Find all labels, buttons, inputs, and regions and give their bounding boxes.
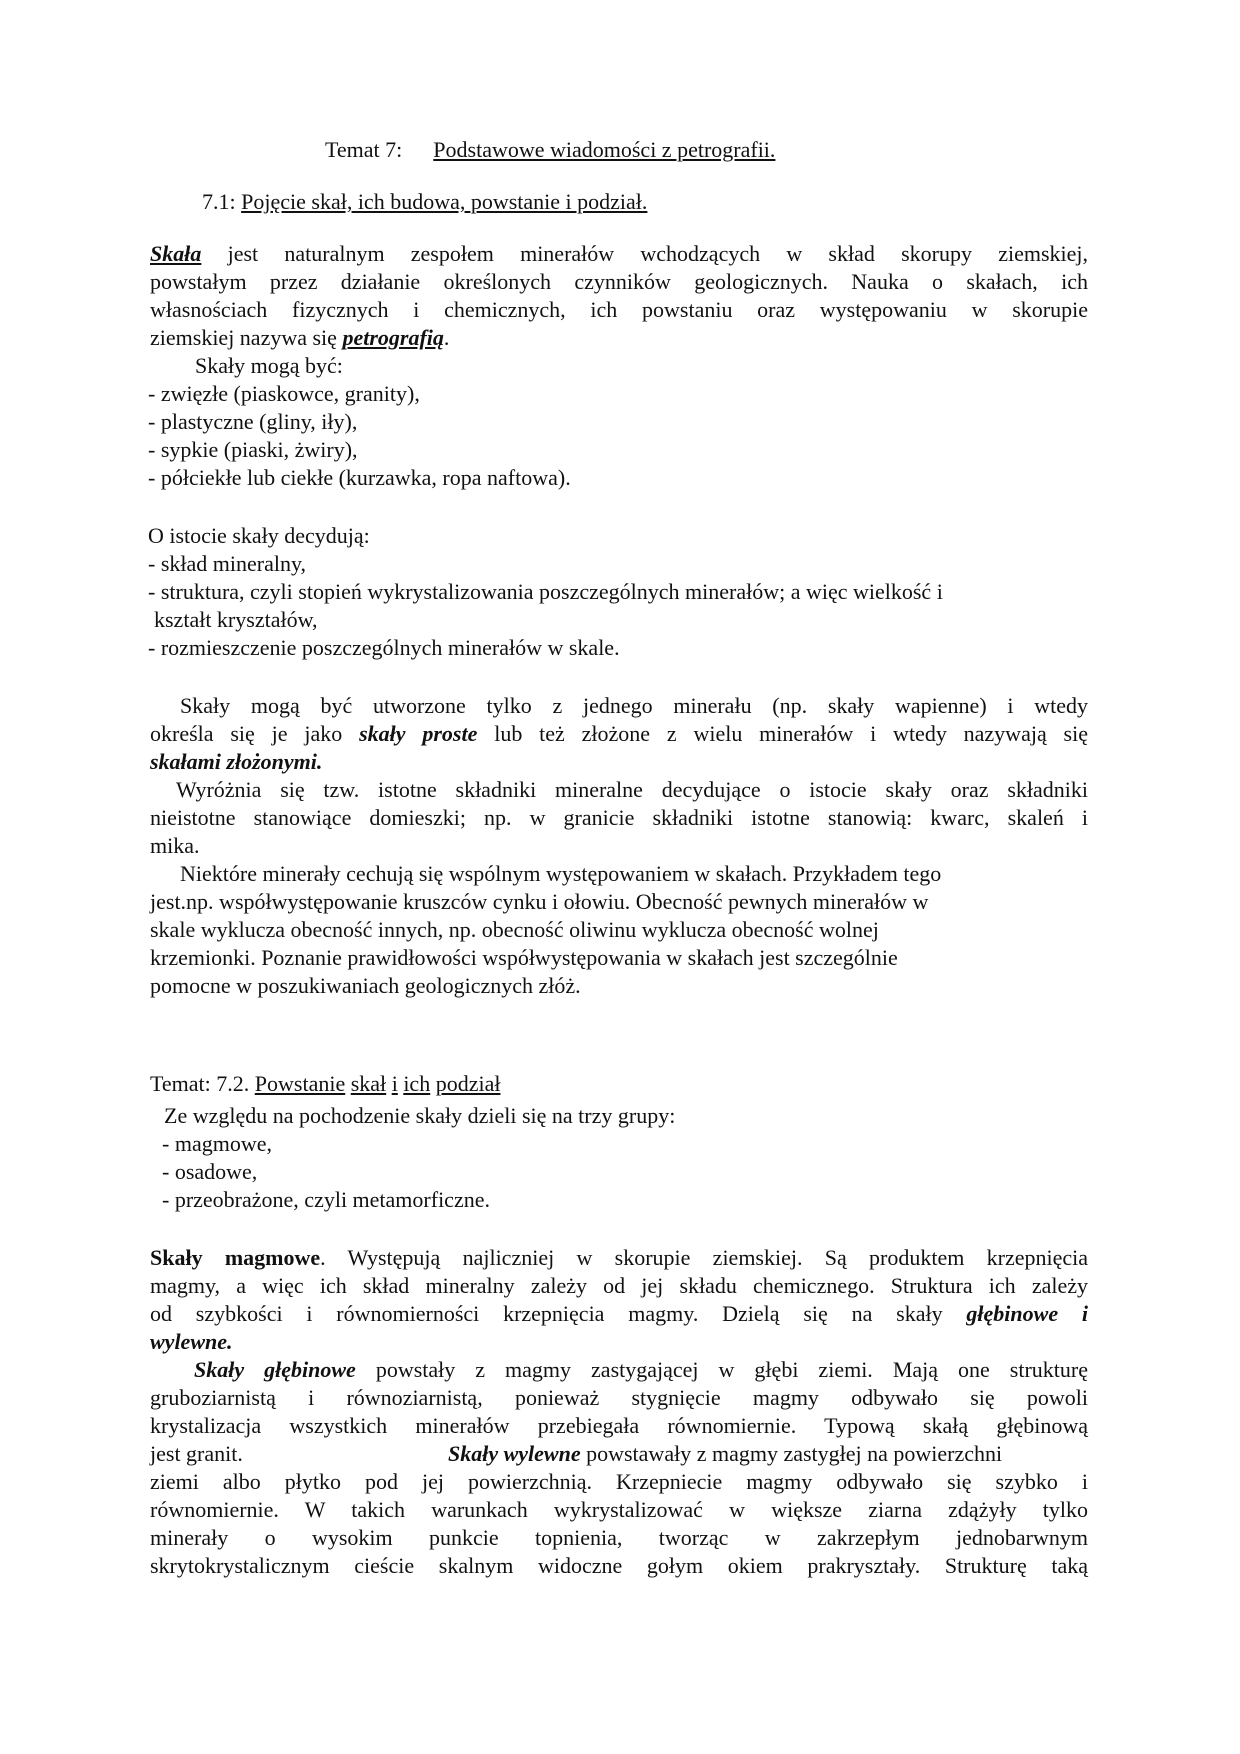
term-skaly-zlozone: skałami złożonymi. (150, 749, 323, 774)
essence-item-3: - rozmieszczenie poszczególnych minerałów w skale. (148, 635, 620, 660)
deep-text-4a: jest granit. (150, 1441, 243, 1466)
composition-text-2a: określa się je jako (150, 721, 343, 746)
components-line-1: Wyróżnia się tzw. istotne składniki mineralne decydujące o istocie skały oraz składniki (176, 777, 1088, 802)
essence-lead: O istocie skały decydują: (148, 523, 370, 548)
intro-period: . (443, 325, 450, 350)
origin-item-3: - przeobrażone, czyli metamorficzne. (162, 1187, 490, 1212)
cooccurrence-line-4: krzemionki. Poznanie prawidłowości współwystępowania w skałach jest szczególnie (150, 945, 898, 970)
intro-line-4 (150, 324, 449, 352)
subtopic-title: Pojęcie skał, ich budowa, powstanie i podział. (241, 189, 648, 214)
deep-line-3: krystalizacja wszystkich minerałów przebiegała równomiernie. Typową skałą głębinową (150, 1413, 1088, 1438)
intro-text-4: ziemskiej nazywa się (150, 325, 337, 350)
term-skaly-wylewne: Skały wylewne (448, 1441, 581, 1466)
essence-item-1: - skład mineralny, (148, 551, 307, 576)
magmatic-text-3: od szybkości i równomierności krzepnięcia magmy. Dzielą się na skały (150, 1301, 943, 1326)
states-item-1: - zwięzłe (piaskowce, granity), (148, 381, 420, 406)
subtopic-heading (202, 188, 647, 216)
term-skaly-glebinowe: Skały głębinowe (194, 1357, 356, 1382)
cooccurrence-line-1: Niektóre minerały cechują się wspólnym występowaniem w skałach. Przykładem tego (180, 861, 942, 886)
intro-text-1: jest naturalnym zespołem minerałów wchodzących w skład skorupy ziemskiej, (227, 241, 1089, 266)
subtopic-number: 7.1: (202, 189, 236, 214)
topic2-word-5: podział (435, 1071, 501, 1096)
term-skaly-proste: skały proste (359, 721, 478, 746)
origin-item-2: - osadowe, (162, 1159, 258, 1184)
composition-line-2 (150, 720, 1088, 749)
cooccurrence-line-2: jest.np. współwystępowanie kruszców cynku i ołowiu. Obecność pewnych minerałów w (150, 889, 929, 914)
cooccurrence-line-3: skale wyklucza obecność innych, np. obecność oliwinu wyklucza obecność wolnej (150, 917, 879, 942)
deep-line-1 (194, 1356, 1088, 1385)
intro-line-3: własnościach fizycznych i chemicznych, ich powstaniu oraz występowaniu w skorupie (150, 297, 1088, 322)
states-item-3: - sypkie (piaski, żwiry), (148, 437, 358, 462)
deep-line-2: gruboziarnistą i równoziarnistą, ponieważ stygnięcie magmy odbywało się powoli (150, 1385, 1088, 1410)
deep-text-4b: powstawały z magmy zastygłej na powierzchni (586, 1441, 1003, 1466)
topic2-word-1: Powstanie (254, 1071, 346, 1096)
components-line-3: mika. (150, 833, 200, 858)
deep-line-7: minerały o wysokim punkcie topnienia, tworząc w zakrzepłym jednobarwnym (150, 1525, 1088, 1550)
topic2-heading (150, 1070, 500, 1098)
magmatic-line-3 (150, 1300, 1088, 1329)
composition-line-1: Skały mogą być utworzone tylko z jednego minerału (np. skały wapienne) i wtedy (180, 693, 1088, 718)
origin-item-1: - magmowe, (162, 1131, 272, 1156)
magmatic-text-1: . Występują najliczniej w skorupie ziemskiej. Są produktem krzepnięcia (320, 1245, 1088, 1270)
magmatic-line-1 (150, 1244, 1088, 1273)
essence-item-2-cont: kształt kryształów, (154, 607, 318, 632)
term-petrografia: petrografią (342, 325, 444, 350)
states-lead: Skały mogą być: (195, 353, 343, 378)
topic2-label: Temat: 7.2. (150, 1071, 250, 1096)
deep-line-5: ziemi albo płytko pod jej powierzchnią. Krzepniecie magmy odbywało się szybko i (150, 1469, 1088, 1494)
topic2-word-3: i (391, 1071, 398, 1096)
essence-item-2: - struktura, czyli stopień wykrystalizowania poszczególnych minerałów; a więc wielkość i (148, 579, 943, 604)
term-glebinowe: głębinowe i (966, 1301, 1089, 1326)
composition-line-3 (150, 748, 322, 776)
magmatic-line-2: magmy, a więc ich skład mineralny zależy od jej składu chemicznego. Struktura ich zależy (150, 1273, 1088, 1298)
term-skaly-magmowe: Skały magmowe (150, 1245, 321, 1270)
cooccurrence-line-5: pomocne w poszukiwaniach geologicznych złóż. (150, 973, 581, 998)
topic2-word-2: skał (350, 1071, 387, 1096)
topic-label: Temat 7: (325, 137, 403, 162)
origin-lead: Ze względu na pochodzenie skały dzieli się na trzy grupy: (164, 1103, 676, 1128)
topic-title: Podstawowe wiadomości z petrografii. (433, 137, 776, 162)
term-wylewne: wylewne. (150, 1329, 233, 1354)
intro-line-1 (150, 240, 1088, 269)
composition-text-2b: lub też złożone z wielu minerałów i wtedy nazywają się (494, 721, 1088, 746)
deep-line-4-right (448, 1440, 1002, 1468)
topic2-word-4: ich (403, 1071, 431, 1096)
deep-text-1: powstały z magmy zastygającej w głębi ziemi. Mają one strukturę (375, 1357, 1089, 1382)
topic-heading (325, 136, 775, 164)
deep-line-4 (150, 1440, 1088, 1468)
magmatic-line-4 (150, 1328, 233, 1356)
states-item-4: - półciekłe lub ciekłe (kurzawka, ropa naftowa). (148, 465, 571, 490)
intro-line-2: powstałym przez działanie określonych czynników geologicznych. Nauka o skałach, ich (150, 269, 1088, 294)
states-item-2: - plastyczne (gliny, iły), (148, 409, 358, 434)
deep-line-8: skrytokrystalicznym cieście skalnym widoczne gołym okiem prakryształy. Strukturę taką (150, 1553, 1088, 1578)
components-line-2: nieistotne stanowiące domieszki; np. w granicie składniki istotne stanowią: kwarc, skaleń i (150, 805, 1088, 830)
deep-line-6: równomiernie. W takich warunkach wykrystalizować w większe ziarna zdążyły tylko (150, 1497, 1088, 1522)
term-skala: Skała (150, 241, 202, 266)
